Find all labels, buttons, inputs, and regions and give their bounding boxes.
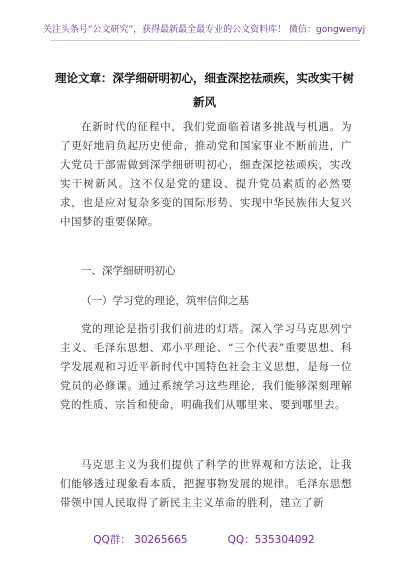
document-title: 理论文章：深学细研明初心，细查深挖祛顽疾，实改实干树新风 [55,71,354,109]
paragraph-intro: 在新时代的征程中，我们党面临着诸多挑战与机遇。为了更好地肩负起历史使命，推动党和国家事业不断前进，广大党员干部需做到深学细研明初心，细查深挖祛顽疾，实改实干树新风。这不仅是党的建设、提升党员素质的必然要求，也是应对复杂多变的国际形势、实现中华民族伟大复兴中国梦的重要保障。 [60,121,352,228]
footer-qq-group: QQ群： 30265665 [93,534,188,546]
section-heading: 一、深学细研明初心 [81,265,176,277]
footer-qq: QQ：535304092 [227,534,315,546]
subsection-heading: （一）学习党的理论，筑牢信仰之基 [81,295,249,307]
paragraph-theory: 党的理论是指引我们前进的灯塔。深入学习马克思列宁主义、毛泽东思想、邓小平理论、“三个代表”重要思想、科学发展观和习近平新时代中国特色社会主义思想，是每一位党员的必修课。通过系统学习这些理论，我们能够深刻理解党的性质、宗旨和使命，明确我们从哪里来、要到哪里去。 [60,323,352,411]
paragraph-marxism: 马克思主义为我们提供了科学的世界观和方法论，让我们能够透过现象看本质，把握事物发展的规律。毛泽东思想带领中国人民取得了新民主主义革命的胜利，建立了新 [60,459,352,509]
header-divider [50,40,360,41]
header-banner: 关注头条号“公文研究”，获得最新最全最专业的公文资料库！ 微信：gongwenyj [42,25,366,35]
footer [0,532,408,547]
